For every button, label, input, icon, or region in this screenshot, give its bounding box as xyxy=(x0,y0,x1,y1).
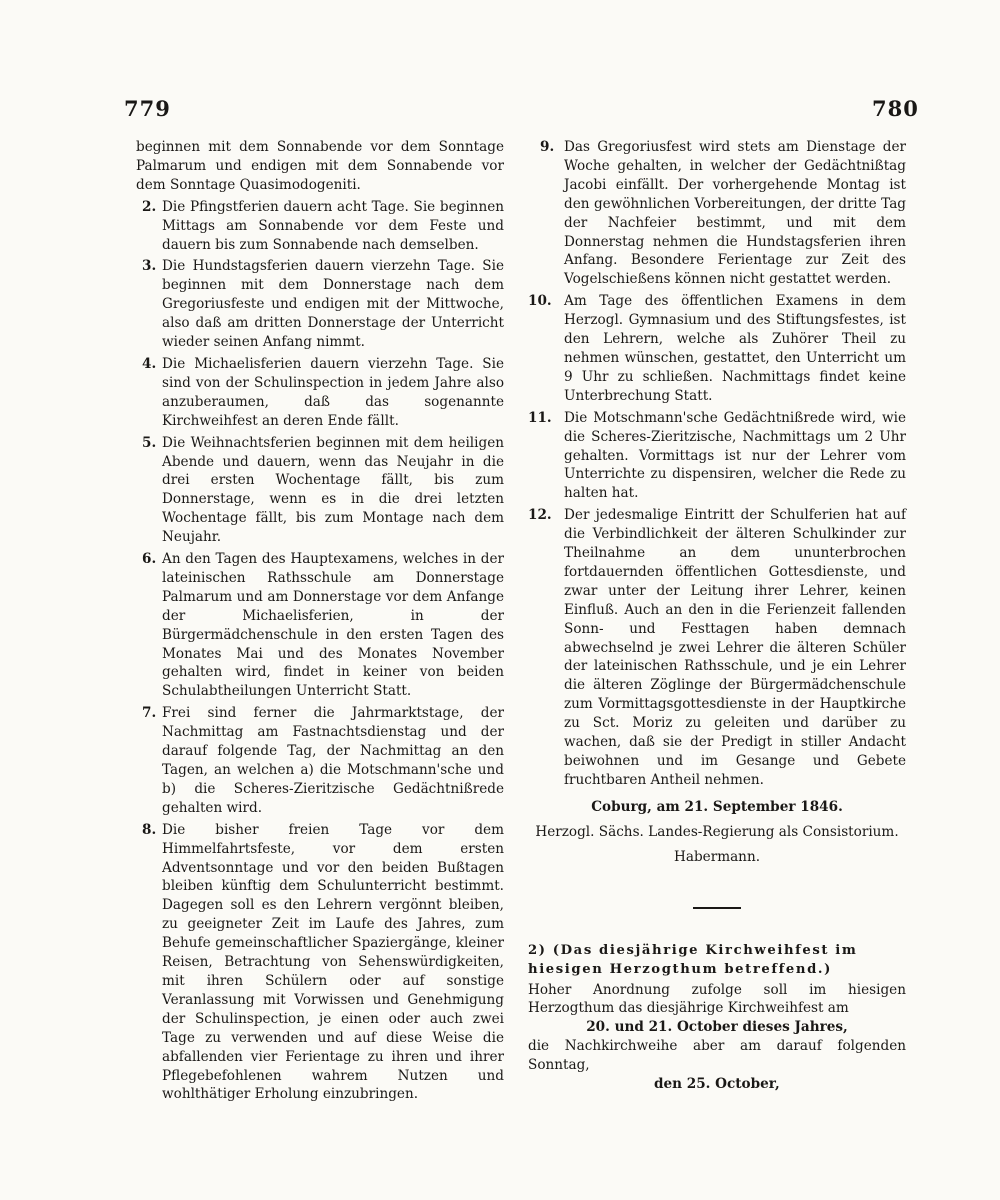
list-item xyxy=(136,434,504,547)
item-text: Der jedesmalige Eintritt der Schulferien hat auf die Verbindlichkeit der älteren Schulkinder zur Theilnahme an dem ununterbrochen fortdauernden öffentlichen Gottesdienste, und zwar unter der Leitung ihrer Lehrer, keinen Einfluß. Auch an den in die Ferienzeit fallenden Sonn- und Festtagen haben demnach abwechselnd je zwei Lehrer die älteren Schüler der lateinischen Rathsschule, und je ein Lehrer die älteren Zöglinge der Bürgermädchenschule zum Vormittagsgottesdienste in der Hauptkirche zu Sct. Moriz zu geleiten und darüber zu wachen, daß sie der Predigt in stiller Andacht beiwohnen und im Gesange und Gebete fruchtbaren Antheil nehmen. xyxy=(564,507,906,788)
list-item xyxy=(528,138,906,289)
signature-name: Habermann. xyxy=(673,848,761,865)
item-text: Die Michaelisferien dauern vierzehn Tage. Sie sind von der Schulinspection in jedem Jahre also anzuberaumen, daß das sogenannte Kirchweihfest an deren Ende fällt. xyxy=(162,355,504,429)
item-text: Am Tage des öffentlichen Examens in dem Herzogl. Gymnasium und des Stiftungsfestes, ist den Lehrern, welche als Zuhörer Theil zu nehmen wünschen, gestattet, den Unterricht um 9 Uhr zu schließen. Nachmittags findet keine Unterbrechung Statt. xyxy=(564,293,906,404)
list-item xyxy=(136,198,504,255)
list-item xyxy=(136,821,504,1105)
item-number: 6. xyxy=(142,551,157,568)
list-item xyxy=(136,355,504,431)
item-text: Die Motschmann'sche Gedächtnißrede wird, wie die Scheres-Zieritzische, Nachmittags um 2 Uhr gehalten. Vormittags ist nur der Lehrer vom Unterrichte zu dispensiren, welcher die Rede zu halten hat. xyxy=(564,409,906,502)
page-number-left: 779 xyxy=(124,96,171,121)
list-item xyxy=(136,257,504,352)
item-number: 3. xyxy=(142,258,157,275)
notice-dates: 20. und 21. October dieses Jahres, xyxy=(586,1019,848,1036)
item-text: Die Hundstagsferien dauern vierzehn Tage. Sie beginnen mit dem Donnerstage nach dem Gregoriusfeste und endigen mit der Mittwoche, also daß am dritten Donnerstage der Unterricht wieder seinen Anfang nimmt. xyxy=(162,258,504,351)
item-text: Frei sind ferner die Jahrmarktstage, der Nachmittag am Fastnachtsdienstag und der darauf folgende Tag, der Nachmittag an den Tagen, an welchen a) die Motschmann'sche und b) die Scheres-Zieritzische Gedächtnißrede gehalten wird. xyxy=(162,705,504,816)
notice-body: Hoher Anordnung zufolge soll im hiesigen Herzogthum das diesjährige Kirchweihfest am xyxy=(528,981,906,1017)
item-text: Die Pfingstferien dauern acht Tage. Sie beginnen Mittags am Sonnabende vor dem Feste und dauern bis zum Sonnabende nach demselben. xyxy=(162,198,504,253)
item-text: An den Tagen des Hauptexamens, welches in der lateinischen Rathsschule am Donnerstage Palmarum und am Donnerstage vor dem Anfange der Michaelisferien, in der Bürgermädchenschule in den ersten Tagen des Monates Mai und des Monates November gehalten wird, findet in keiner von beiden Schulabtheilungen Unterricht Statt. xyxy=(162,551,504,700)
item-number: 8. xyxy=(142,821,157,838)
item-number: 7. xyxy=(142,705,157,722)
section-divider xyxy=(693,907,741,909)
left-column xyxy=(136,138,504,1107)
notice-continuation: die Nachkirchweihe aber am darauf folgenden Sonntag, xyxy=(528,1038,906,1074)
item-number: 4. xyxy=(142,355,157,372)
item-number: 12. xyxy=(528,507,552,524)
notice-heading: 2) (Das diesjährige Kirchweihfest im hiesigen Herzogthum betreffend.) xyxy=(528,942,858,977)
item-number: 5. xyxy=(142,434,157,451)
issuing-authority: Herzogl. Sächs. Landes-Regierung als Consistorium. xyxy=(535,823,899,840)
item-text: Das Gregoriusfest wird stets am Dienstage der Woche gehalten, in welcher der Gedächtnißtag Jacobi einfällt. Der vorhergehende Montag ist den gewöhnlichen Vorbereitungen, der dritte Tag der Nachfeier bestimmt, und mit dem Donnerstag nehmen die Hundstagsferien ihren Anfang. Besondere Ferientage zur Zeit des Vogelschießens können nicht gestattet werden. xyxy=(564,139,906,288)
continuation-paragraph: beginnen mit dem Sonnabende vor dem Sonntage Palmarum und endigen mit dem Sonnabende vor dem Sonntage Quasimodogeniti. xyxy=(136,139,504,193)
notice-final-date: den 25. October, xyxy=(654,1076,780,1093)
page-number-right: 780 xyxy=(872,96,919,121)
dateline: Coburg, am 21. September 1846. xyxy=(591,798,843,815)
item-number: 10. xyxy=(528,293,552,310)
list-item xyxy=(528,292,906,405)
item-text: Die bisher freien Tage vor dem Himmelfahrtsfeste, vor dem ersten Adventsonntage und vor den beiden Bußtagen bleiben künftig dem Schulunterricht bestimmt. Dagegen soll es den Lehrern vergönnt bleiben, zu geeigneter Zeit im Laufe des Jahres, zum Behufe gemeinschaftlicher Spaziergänge, kleiner Reisen, Betrachtung von Sehenswürdigkeiten, mit ihren Schülern oder auf sonstige Veranlassung mit Vorwissen und Genehmigung der Schulinspection, je einen oder auch zwei Tage zu verwenden und auf diese Weise die abfallenden vier Ferientage zu ihren und ihrer Pflegebefohlenen wahrem Nutzen und wohlthätiger Erholung einzubringen. xyxy=(162,821,504,1103)
item-text: Die Weihnachtsferien beginnen mit dem heiligen Abende und dauern, wenn das Neujahr in die drei ersten Wochentage fällt, bis zum Donnerstage, wenn es in die drei letzten Wochentage fällt, bis zum Montage nach dem Neujahr. xyxy=(162,434,504,546)
list-item xyxy=(136,704,504,817)
list-item xyxy=(528,409,906,504)
item-number: 9. xyxy=(540,139,555,155)
item-number: 2. xyxy=(142,198,157,215)
list-item xyxy=(528,506,906,790)
item-number: 11. xyxy=(528,409,552,426)
right-column xyxy=(528,138,906,1094)
list-item xyxy=(136,550,504,701)
